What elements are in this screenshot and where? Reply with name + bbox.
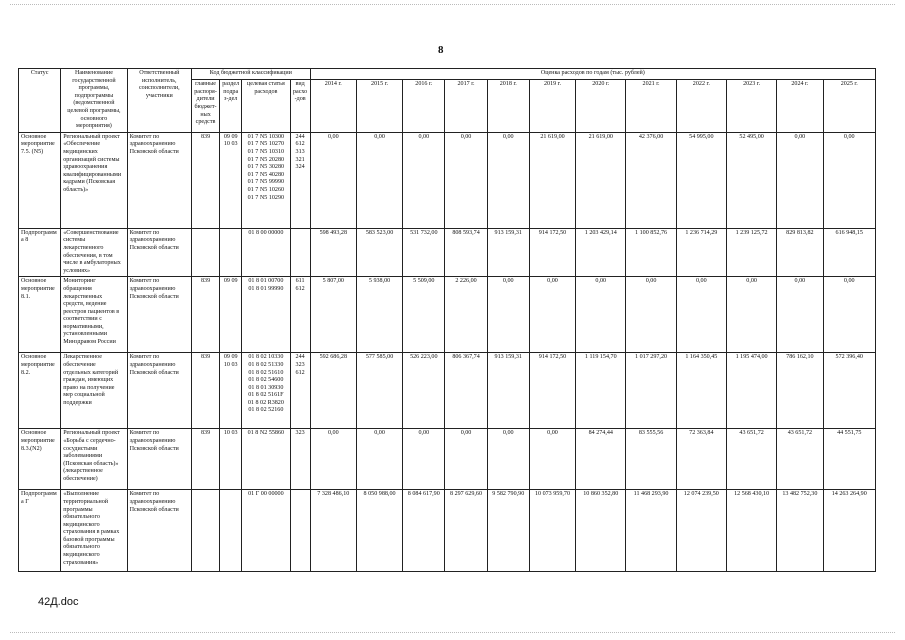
cell-executor: Комитет по здравоохранению Псковской области <box>127 429 191 490</box>
cell-grbs: 839 <box>191 353 219 429</box>
footer-filename: 42Д.doc <box>38 596 79 608</box>
table-row <box>19 353 876 429</box>
cell-target-item: 01 8 00 00000 <box>248 229 284 236</box>
cell-value: 0,00 <box>626 277 676 353</box>
cell-value: 914 172,50 <box>529 228 575 277</box>
cell-type <box>290 277 310 353</box>
cell-value: 2 226,00 <box>445 277 487 353</box>
cell-value: 0,00 <box>310 429 356 490</box>
cell-value: 0,00 <box>823 132 876 228</box>
cell-type <box>290 353 310 429</box>
cell-target-item: 01 8 01 00700 <box>248 278 284 285</box>
table-row <box>19 132 876 228</box>
cell-target-item: 01 7 N5 10300 <box>247 133 285 140</box>
cell-value: 806 367,74 <box>445 353 487 429</box>
header-year: 2025 г. <box>823 80 876 133</box>
cell-status: Основное мероприятие 8.3.(N2) <box>19 429 61 490</box>
header-status: Статус <box>19 69 61 133</box>
cell-value: 598 493,28 <box>310 228 356 277</box>
cell-grbs: 839 <box>191 277 219 353</box>
cell-value: 572 396,40 <box>823 353 876 429</box>
header-target: целевая статья расходов <box>242 80 290 133</box>
cell-value: 0,00 <box>487 277 529 353</box>
header-year: 2020 г. <box>576 80 626 133</box>
cell-target-item: 01 8 02 R3820 <box>247 399 284 406</box>
cell-name: Лекарственное обеспечение отдельных категорий граждан, имеющих право на получение мер социальной поддержки <box>61 353 127 429</box>
cell-value: 0,00 <box>676 277 726 353</box>
cell-value: 1 239 125,72 <box>726 228 776 277</box>
cell-value: 21 619,00 <box>529 132 575 228</box>
cell-value: 10 073 959,70 <box>529 490 575 572</box>
cell-value: 12 568 430,10 <box>726 490 776 572</box>
cell-value: 913 159,31 <box>487 228 529 277</box>
cell-value: 43 651,72 <box>726 429 776 490</box>
cell-name: Региональный проект «Борьба с сердечно-сосудистыми заболеваниями (Псковская область)» (лекарственное обеспечение) <box>61 429 127 490</box>
table-row <box>19 490 876 572</box>
cell-section-item: 10 03 <box>223 361 238 368</box>
cell-status: Основное мероприятие 7.5. (N5) <box>19 132 61 228</box>
cell-section <box>220 490 242 572</box>
cell-type-item: 324 <box>295 164 305 171</box>
cell-value: 577 585,00 <box>356 353 402 429</box>
cell-value: 9 582 790,90 <box>487 490 529 572</box>
cell-value: 0,00 <box>356 429 402 490</box>
cell-target-item: 01 8 02 51330 <box>248 361 284 368</box>
cell-value: 21 619,00 <box>576 132 626 228</box>
cell-value: 54 995,00 <box>676 132 726 228</box>
cell-executor: Комитет по здравоохранению Псковской области <box>127 277 191 353</box>
cell-value: 11 468 293,90 <box>626 490 676 572</box>
cell-value: 8 084 617,90 <box>403 490 445 572</box>
cell-name: «Выполнение территориальной программы обязательного медицинского страхования в рамках базовой программы обязательного медицинского страхования» <box>61 490 127 572</box>
header-year: 2015 г. <box>356 80 402 133</box>
header-year: 2018 г. <box>487 80 529 133</box>
cell-value: 0,00 <box>487 132 529 228</box>
cell-target-item: 01 7 N5 10310 <box>247 148 285 155</box>
cell-value: 43 651,72 <box>777 429 823 490</box>
cell-value: 5 938,00 <box>356 277 402 353</box>
cell-target-item: 01 7 N5 10290 <box>247 194 285 201</box>
header-executor: Ответственный исполнитель, соисполнители, участники <box>127 69 191 133</box>
cell-type-item: 323 <box>295 361 305 368</box>
cell-target <box>242 429 290 490</box>
cell-value: 0,00 <box>777 132 823 228</box>
cell-target-item: 01 8 02 51610 <box>248 369 284 376</box>
cell-target <box>242 132 290 228</box>
cell-value: 1 195 474,00 <box>726 353 776 429</box>
header-year: 2017 г. <box>445 80 487 133</box>
cell-value: 5 807,00 <box>310 277 356 353</box>
header-year: 2016 г. <box>403 80 445 133</box>
header-year: 2022 г. <box>676 80 726 133</box>
cell-target-item: 01 7 N5 10260 <box>247 186 285 193</box>
cell-value: 1 164 350,45 <box>676 353 726 429</box>
cell-value: 0,00 <box>445 429 487 490</box>
cell-type <box>290 132 310 228</box>
cell-value: 1 236 714,29 <box>676 228 726 277</box>
cell-value: 786 162,10 <box>777 353 823 429</box>
cell-target <box>242 228 290 277</box>
header-section: раздел подраз-дел <box>220 80 242 133</box>
cell-value: 583 523,00 <box>356 228 402 277</box>
cell-type <box>290 429 310 490</box>
cell-value: 52 495,00 <box>726 132 776 228</box>
scan-edge-bottom <box>10 632 895 633</box>
cell-section-item: 09 09 <box>223 354 238 361</box>
cell-value: 913 159,31 <box>487 353 529 429</box>
cell-value: 8 297 629,60 <box>445 490 487 572</box>
cell-section-item: 10 03 <box>223 141 238 148</box>
cell-value: 808 593,74 <box>445 228 487 277</box>
scan-edge-top <box>10 4 895 5</box>
cell-value: 44 551,75 <box>823 429 876 490</box>
cell-name: Региональный проект «Обеспечение медицинских организаций системы здравоохранения квалифицированными кадрами (Псковская область)» <box>61 132 127 228</box>
cell-section <box>220 277 242 353</box>
cell-section-item: 10 03 <box>223 430 238 437</box>
cell-target-item: 01 8 02 5161F <box>248 392 284 399</box>
cell-value: 7 328 486,10 <box>310 490 356 572</box>
cell-value: 72 363,84 <box>676 429 726 490</box>
cell-target-item: 01 8 N2 55860 <box>247 430 285 437</box>
cell-grbs <box>191 490 219 572</box>
cell-type-item: 612 <box>295 141 305 148</box>
cell-value: 1 203 429,14 <box>576 228 626 277</box>
cell-target-item: 01 8 01 99990 <box>248 285 284 292</box>
cell-target <box>242 277 290 353</box>
cell-type <box>290 490 310 572</box>
header-year: 2021 г. <box>626 80 676 133</box>
header-year: 2014 г. <box>310 80 356 133</box>
cell-type-item: 612 <box>295 285 305 292</box>
cell-value: 8 050 988,00 <box>356 490 402 572</box>
cell-target-item: 01 7 N5 20280 <box>247 156 285 163</box>
cell-grbs <box>191 228 219 277</box>
cell-value: 531 732,00 <box>403 228 445 277</box>
cell-target-item: 01 8 02 54600 <box>248 377 284 384</box>
cell-status: Подпрограмма Г <box>19 490 61 572</box>
cell-executor: Комитет по здравоохранению Псковской области <box>127 353 191 429</box>
cell-grbs: 839 <box>191 429 219 490</box>
cell-status: Основное мероприятие 8.2. <box>19 353 61 429</box>
cell-executor: Комитет по здравоохранению Псковской области <box>127 132 191 228</box>
cell-target-item: 01 7 N5 99990 <box>247 179 285 186</box>
header-estimate: Оценка расходов по годам (тыс. рублей) <box>310 69 875 80</box>
cell-value: 0,00 <box>356 132 402 228</box>
cell-value: 0,00 <box>529 277 575 353</box>
cell-value: 1 017 297,20 <box>626 353 676 429</box>
cell-target-item: 01 7 N5 10270 <box>247 141 285 148</box>
cell-section <box>220 429 242 490</box>
table-row <box>19 277 876 353</box>
cell-value: 616 948,15 <box>823 228 876 277</box>
cell-value: 592 686,28 <box>310 353 356 429</box>
cell-target <box>242 353 290 429</box>
header-year: 2019 г. <box>529 80 575 133</box>
cell-section-item: 09 09 <box>223 278 238 285</box>
cell-value: 10 860 352,80 <box>576 490 626 572</box>
table-row <box>19 429 876 490</box>
cell-value: 0,00 <box>403 132 445 228</box>
header-grbs: главные распоря-дители бюджет-ных средств <box>191 80 219 133</box>
cell-name: «Совершенствование системы лекарственного обеспечения, в том числе в амбулаторных условиях» <box>61 228 127 277</box>
cell-section <box>220 132 242 228</box>
cell-value: 42 376,00 <box>626 132 676 228</box>
cell-type-item: 313 <box>295 148 305 155</box>
cell-value: 829 813,82 <box>777 228 823 277</box>
cell-type-item: 611 <box>295 278 305 285</box>
cell-value: 83 555,56 <box>626 429 676 490</box>
header-year: 2024 г. <box>777 80 823 133</box>
cell-section <box>220 353 242 429</box>
cell-target-item: 01 8 01 30930 <box>248 384 284 391</box>
cell-target-item: 01 8 02 52160 <box>248 407 284 414</box>
header-name: Наименование государственной программы, подпрограммы (ведомственной целевой программы, основного мероприятия) <box>61 69 127 133</box>
cell-value: 13 482 752,30 <box>777 490 823 572</box>
cell-target-item: 01 8 02 10330 <box>248 354 284 361</box>
cell-section-item: 09 09 <box>223 133 238 140</box>
cell-type-item: 321 <box>295 156 305 163</box>
cell-value: 0,00 <box>403 429 445 490</box>
cell-value: 0,00 <box>310 132 356 228</box>
header-type: вид расхо-дов <box>290 80 310 133</box>
cell-value: 84 274,44 <box>576 429 626 490</box>
cell-value: 14 263 264,90 <box>823 490 876 572</box>
cell-target-item: 01 Г 00 00000 <box>248 491 284 498</box>
cell-type-item: 244 <box>295 354 305 361</box>
cell-executor: Комитет по здравоохранению Псковской области <box>127 228 191 277</box>
cell-value: 5 509,00 <box>403 277 445 353</box>
cell-value: 0,00 <box>726 277 776 353</box>
expenditure-table <box>18 68 876 572</box>
cell-type <box>290 228 310 277</box>
cell-type-item: 323 <box>295 430 305 437</box>
cell-name: Мониторинг обращения лекарственных средств, ведение реестров пациентов в соответствии с нормативными, установленными Минздравом России <box>61 277 127 353</box>
cell-value: 1 100 852,76 <box>626 228 676 277</box>
cell-type-item: 244 <box>295 133 305 140</box>
header-budget-code: Код бюджетной классификации <box>191 69 310 80</box>
cell-target <box>242 490 290 572</box>
cell-status: Подпрограмма 8 <box>19 228 61 277</box>
cell-value: 1 119 154,70 <box>576 353 626 429</box>
cell-target-item: 01 7 N5 40280 <box>247 171 285 178</box>
table-row <box>19 228 876 277</box>
cell-value: 0,00 <box>576 277 626 353</box>
cell-grbs: 839 <box>191 132 219 228</box>
cell-value: 914 172,50 <box>529 353 575 429</box>
cell-type-item: 612 <box>295 369 305 376</box>
cell-section <box>220 228 242 277</box>
cell-value: 526 223,00 <box>403 353 445 429</box>
cell-value: 0,00 <box>777 277 823 353</box>
cell-value: 0,00 <box>487 429 529 490</box>
page-number: 8 <box>438 44 444 56</box>
cell-value: 0,00 <box>529 429 575 490</box>
cell-executor: Комитет по здравоохранению Псковской области <box>127 490 191 572</box>
cell-value: 12 074 239,50 <box>676 490 726 572</box>
header-year: 2023 г. <box>726 80 776 133</box>
cell-value: 0,00 <box>823 277 876 353</box>
cell-status: Основное мероприятие 8.1. <box>19 277 61 353</box>
cell-target-item: 01 7 N5 30280 <box>247 164 285 171</box>
cell-value: 0,00 <box>445 132 487 228</box>
